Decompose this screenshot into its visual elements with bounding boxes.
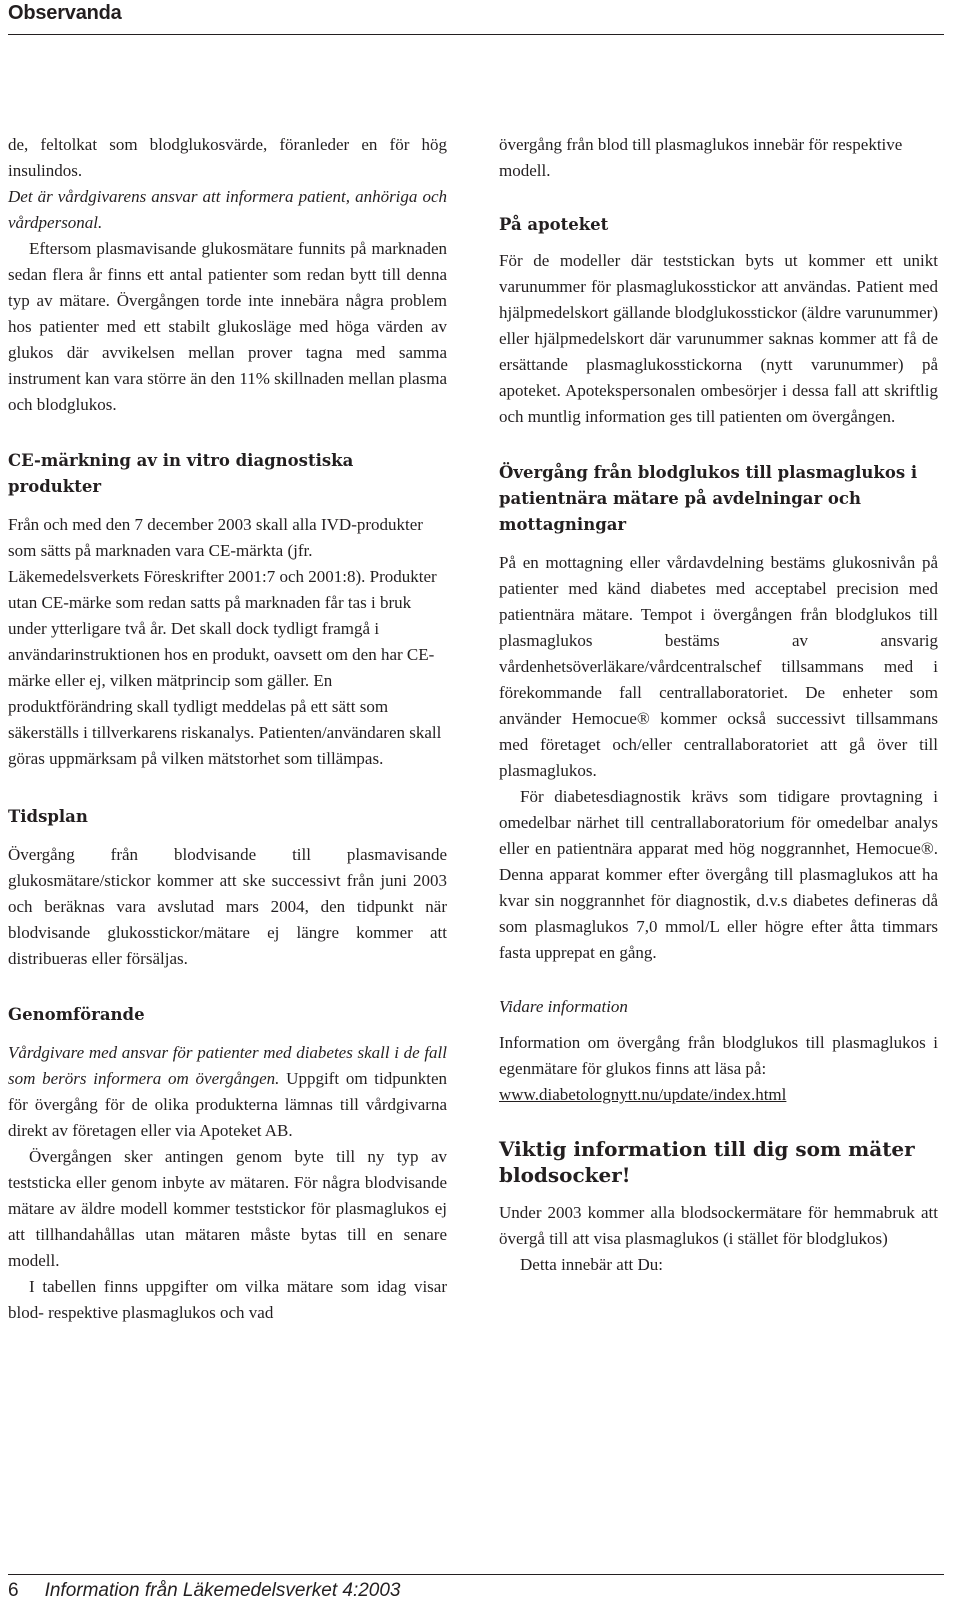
- page-number: 6: [8, 1580, 19, 1601]
- paragraph: övergång från blod till plasmaglukos innebär för respektive modell.: [499, 135, 903, 180]
- heading-tidsplan: Tidsplan: [8, 807, 88, 826]
- header-divider: [8, 34, 944, 35]
- info-link[interactable]: www.diabetolognytt.nu/update/index.html: [499, 1085, 787, 1104]
- publication-name: Information från Läkemedelsverket 4:2003: [44, 1580, 401, 1601]
- paragraph-italic: Det är vårdgivarens ansvar att informera patient, anhöriga och vårdpersonal.: [8, 187, 447, 232]
- heading-ce-marking: CE-märkning av in vitro diagnostiska produkter: [8, 451, 354, 496]
- right-column: [499, 132, 938, 1278]
- paragraph: För de modeller där teststickan byts ut kommer ett unikt varunummer för plasmaglukosstickor att användas. Patient med hjälpmedelskort gällande blodglukosstickor (äldre varunummer) eller hjälpmedelskort där varunummer saknas kommer att få de ersättande plasmaglukosstickorna (nytt varunummer) på apoteket. Apotekspersonalen ombesörjer i dessa fall att skriftlig och muntlig information ges till patienten om övergången.: [499, 251, 938, 426]
- paragraph: de, feltolkat som blodglukosvärde, föranleder en för hög insulindos.: [8, 135, 447, 180]
- paragraph: Vårdgivare med ansvar för patienter med diabetes skall i de fall som berörs informera om övergången. Uppgift om tidpunkten för övergång för de olika produkterna lämnas till vårdgivarna direkt av företagen eller via Apoteket AB.: [8, 1043, 448, 1140]
- paragraph: Övergång från blodvisande till plasmavisande glukosmätare/stickor kommer att ske successivt från juni 2003 och beräknas vara avslutad mars 2004, den tidpunkt när blodvisande glukosstickor/mätare ej längre kommer att distribueras eller försäljas.: [8, 845, 447, 968]
- heading-overgang: Övergång från blodglukos till plasmaglukos i patientnära mätare på avdelningar och mottagningar: [499, 463, 918, 534]
- heading-pa-apoteket: På apoteket: [499, 215, 609, 234]
- left-column: [8, 132, 447, 1326]
- heading-genomforande: Genomförande: [8, 1005, 145, 1024]
- paragraph: På en mottagning eller vårdavdelning bestäms glukosnivån på patienter med känd diabetes med acceptabel precision med patientnära mätare. Tempot i övergången från blodglukos till plasmaglukos bestäms av ansvarig vårdenhetsöverläkare/vårdcentralschef tillsammans med i förekommande fall centrallaboratoriet. De enheter som använder Hemocue® kommer också successivt tillsammans med företaget och/eller centrallaboratoriet att gå över till plasmaglukos.: [499, 553, 938, 780]
- footer-divider: [8, 1574, 944, 1575]
- paragraph-link: [499, 1082, 938, 1108]
- paragraph: Från och med den 7 december 2003 skall alla IVD-produkter som sätts på marknaden vara CE-märkta (jfr. Läkemedelsverkets Föreskrifter 2001:7 och 2001:8). Produkter utan CE-märke som redan satts på marknaden får tas i bruk under ytterligare två år. Det skall dock tydligt framgå i användarinstruktionen hos en produkt, oavsett om den har CE-märke eller ej, vilken mätprincip som gäller. En produktförändring skall tydligt meddelas på ett sätt som säkerställs i tillverkarens riskanalys. Patienten/användaren skall göras uppmärksam på vilken mätstorhet som tillämpas.: [8, 515, 442, 768]
- paragraph: I tabellen finns uppgifter om vilka mätare som idag visar blod- respektive plasmaglukos och vad: [8, 1277, 447, 1322]
- paragraph: Information om övergång från blodglukos till plasmaglukos i egenmätare för glukos finns att läsa på:: [499, 1033, 938, 1078]
- heading-viktig-information: Viktig information till dig som mäter blodsocker!: [499, 1137, 915, 1187]
- section-title: Observanda: [8, 2, 122, 24]
- page-header: [8, 0, 944, 36]
- paragraph: Under 2003 kommer alla blodsockermätare för hemmabruk att övergå till att visa plasmaglukos (i stället för blodglukos): [499, 1203, 938, 1248]
- paragraph: För diabetesdiagnostik krävs som tidigare provtagning i omedelbar närhet till centrallaboratorium för omedelbar analys eller en patientnära apparat med hög noggrannhet, Hemocue®. Denna apparat kommer efter övergång till plasmaglukos att ha kvar sin noggrannhet för diagnostik, d.v.s diabetes defineras då som plasmaglukos 7,0 mmol/L eller högre efter åtta timmars fasta upprepat en gång.: [499, 787, 938, 962]
- footer-text: [8, 1578, 401, 1604]
- paragraph: Eftersom plasmavisande glukosmätare funnits på marknaden sedan flera år finns ett antal patienter som redan bytt till denna typ av mätare. Övergången torde inte innebära några problem hos patienter med ett stabilt glukosläge med höga värden av glukos där avvikelsen mellan prover tagna med samma instrument kan vara större än den 11% skillnaden mellan plasma och blodglukos.: [8, 239, 447, 414]
- heading-vidare-information: Vidare information: [499, 997, 628, 1016]
- paragraph: Övergången sker antingen genom byte till ny typ av teststicka eller genom inbyte av mätaren. För några blodvisande mätare av äldre modell kommer teststickor för plasmaglukos ej att tillhandahållas utan mätaren måste bytas till en senare modell.: [8, 1147, 447, 1270]
- paragraph: Detta innebär att Du:: [520, 1255, 664, 1274]
